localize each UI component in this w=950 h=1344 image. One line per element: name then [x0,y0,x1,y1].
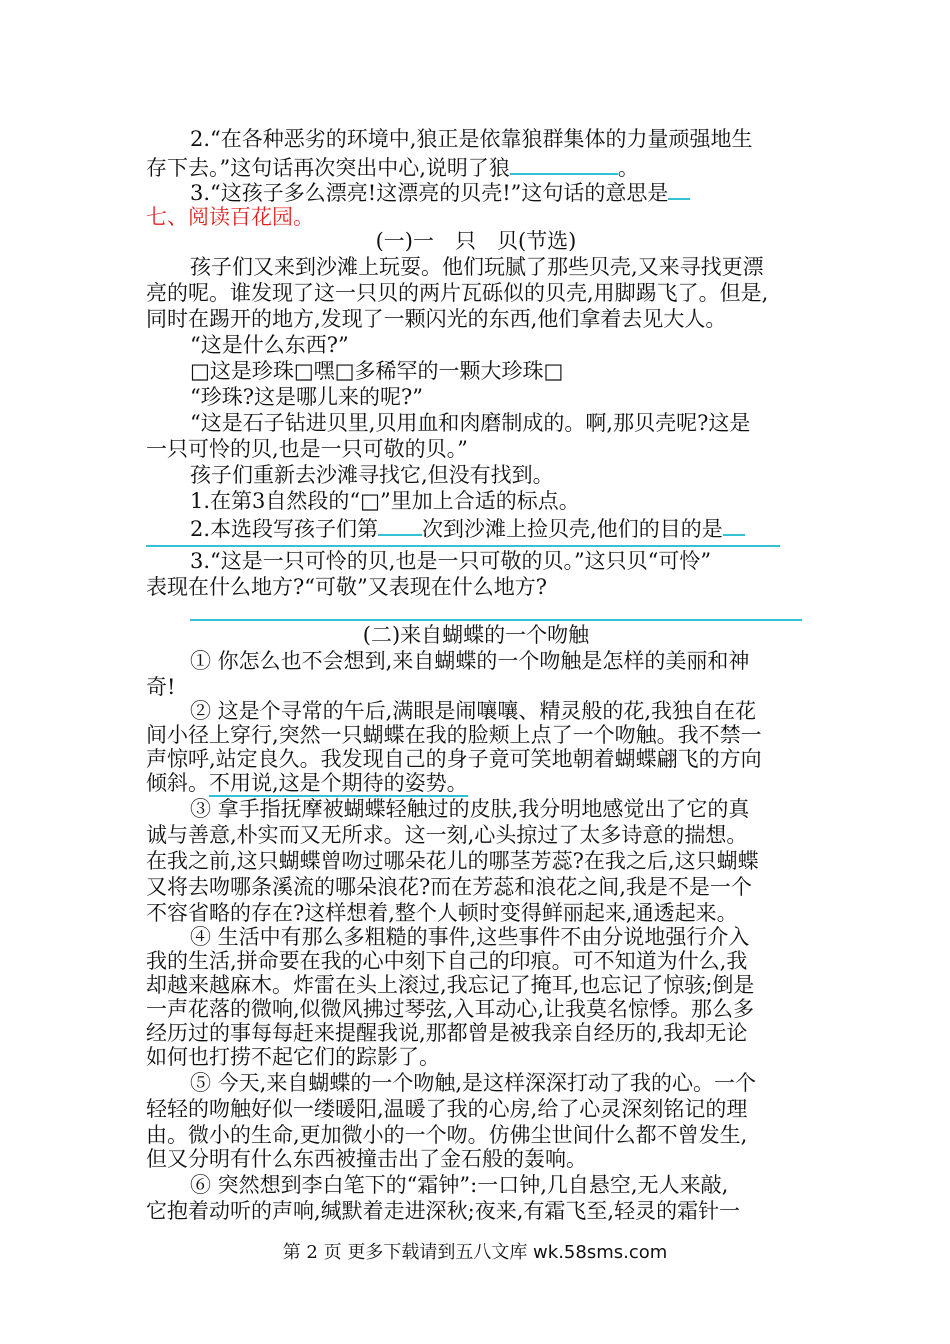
prev-question-3-text: 3.“这孩子多么漂亮!这漂亮的贝壳!”这句话的意思是 [190,181,669,205]
passage-2-line: 由。微小的生命,更加微小的一个吻。仿佛尘世间什么都不曾发生, [146,1123,748,1147]
answer-line[interactable] [146,545,780,547]
footer-page-text: 第 2 页 更多下载请到五八文库 [282,1242,534,1263]
passage-2-line: ⑤ 今天,来自蝴蝶的一个吻触,是这样深深打动了我的心。一个 [190,1071,757,1095]
passage-2-line: 声惊呼,站定良久。我发现自己的身子竟可笑地朝着蝴蝶翩飞的方向 [146,747,762,771]
answer-blank[interactable] [378,514,422,536]
answer-line[interactable] [190,619,802,621]
passage-2-line: 间小径上穿行,突然一只蝴蝶在我的脸颊上点了一个吻触。我不禁一 [146,723,762,747]
passage-2-line: 却越来越麻木。炸雷在头上滚过,我忘记了掩耳,也忘记了惊骇;倒是 [146,973,755,997]
passage-2-line-text: 倾斜。 [146,771,209,795]
prev-question-2-line1: 2.“在各种恶劣的环境中,狼正是依靠狼群集体的力量顽强地生 [190,127,753,151]
passage-1-line: “珍珠?这是哪儿来的呢?” [190,385,423,409]
passage-2-line: 轻轻的吻触好似一缕暖阳,温暖了我的心房,给了心灵深刻铭记的理 [146,1097,748,1121]
passage-2-line: ④ 生活中有那么多粗糙的事件,这些事件不由分说地强行介入 [190,925,750,949]
passage-2-line: 奇! [146,675,176,699]
passage-1-line: □这是珍珠□嘿□多稀罕的一颗大珍珠□ [190,359,564,383]
passage-2-line: ① 你怎么也不会想到,来自蝴蝶的一个吻触是怎样的美丽和神 [190,649,750,673]
passage-2-line: 不容省略的存在?这样想着,整个人顿时变得鲜丽起来,通透起来。 [146,901,738,925]
passage-2-line: 但又分明有什么东西被撞击出了金石般的轰响。 [146,1147,587,1171]
question-1: 1.在第3自然段的“□”里加上合适的标点。 [190,489,580,513]
passage-1-line: “这是石子钻进贝里,贝用血和肉磨制成的。啊,那贝壳呢?这是 [190,411,751,435]
page-footer [0,1242,950,1264]
passage-1-title: (一)一 只 贝(节选) [375,229,577,253]
passage-1-line: 一只可怜的贝,也是一只可敬的贝。” [146,437,468,461]
passage-2-line: 又将去吻哪条溪流的哪朵浪花?而在芳蕊和浪花之间,我是不是一个 [146,875,752,899]
question-2 [190,514,745,542]
question-2-part-a: 2.本选段写孩子们第 [190,517,379,541]
passage-2-line: ⑥ 突然想到李白笔下的“霜钟”:一口钟,几自悬空,无人来敲, [190,1173,729,1197]
passage-1-line: “这是什么东西?” [190,333,349,357]
passage-1-line: 同时在踢开的地方,发现了一颗闪光的东西,他们拿着去见大人。 [146,307,727,331]
section-heading: 七、阅读百花园。 [146,205,314,229]
passage-2-line: ② 这是个寻常的午后,满眼是闹嚷嚷、精灵般的花,我独自在花 [190,699,757,723]
passage-2-line: 如何也打捞不起它们的踪影了。 [146,1045,440,1069]
prev-question-2-end: 。 [617,156,639,180]
prev-question-2-line2 [146,153,639,181]
passage-1-line: 亮的呢。谁发现了这一只贝的两片瓦砾似的贝壳,用脚踢飞了。但是, [146,281,769,305]
answer-blank[interactable] [723,514,745,536]
passage-2-title: (二)来自蝴蝶的一个吻触 [362,623,590,647]
question-3-line1: 3.“这是一只可怜的贝,也是一只可敬的贝。”这只贝“可怜” [190,549,712,573]
passage-2-line: 经历过的事每每赶来提醒我说,那都曾是被我亲自经历的,我却无论 [146,1021,748,1045]
passage-2-line [146,770,468,796]
passage-1-line: 孩子们重新去沙滩寻找它,但没有找到。 [190,463,554,487]
passage-2-line: 诚与善意,朴实而又无所求。这一刻,心头掠过了太多诗意的揣想。 [146,823,748,847]
passage-2-line: 一声花落的微响,似微风拂过琴弦,入耳动心,让我莫名惊悸。那么多 [146,997,755,1021]
prev-question-2-text: 存下去。”这句话再次突出中心,说明了狼 [146,156,510,180]
prev-question-3 [190,178,690,206]
footer-site-link[interactable]: wk.58sms.com [533,1242,668,1263]
passage-1-line: 孩子们又来到沙滩上玩耍。他们玩腻了那些贝壳,又来寻找更漂 [190,255,764,279]
answer-blank[interactable] [668,178,690,200]
underlined-sentence: 不用说,这是个期待的姿势。 [209,771,468,795]
passage-2-line: ③ 拿手指抚摩被蝴蝶轻触过的皮肤,我分明地感觉出了它的真 [190,797,750,821]
question-3-line2: 表现在什么地方?“可敬”又表现在什么地方? [146,575,547,599]
passage-2-line: 它抱着动听的声响,缄默着走进深秋;夜来,有霜飞至,轻灵的霜针一 [146,1199,741,1223]
question-2-part-b: 次到沙滩上捡贝壳,他们的目的是 [422,517,723,541]
answer-blank[interactable] [510,153,618,175]
passage-2-line: 我的生活,拼命要在我的心中刻下自己的印痕。可不知道为什么,我 [146,949,748,973]
passage-2-line: 在我之前,这只蝴蝶曾吻过哪朵花儿的哪茎芳蕊?在我之后,这只蝴蝶 [146,849,759,873]
